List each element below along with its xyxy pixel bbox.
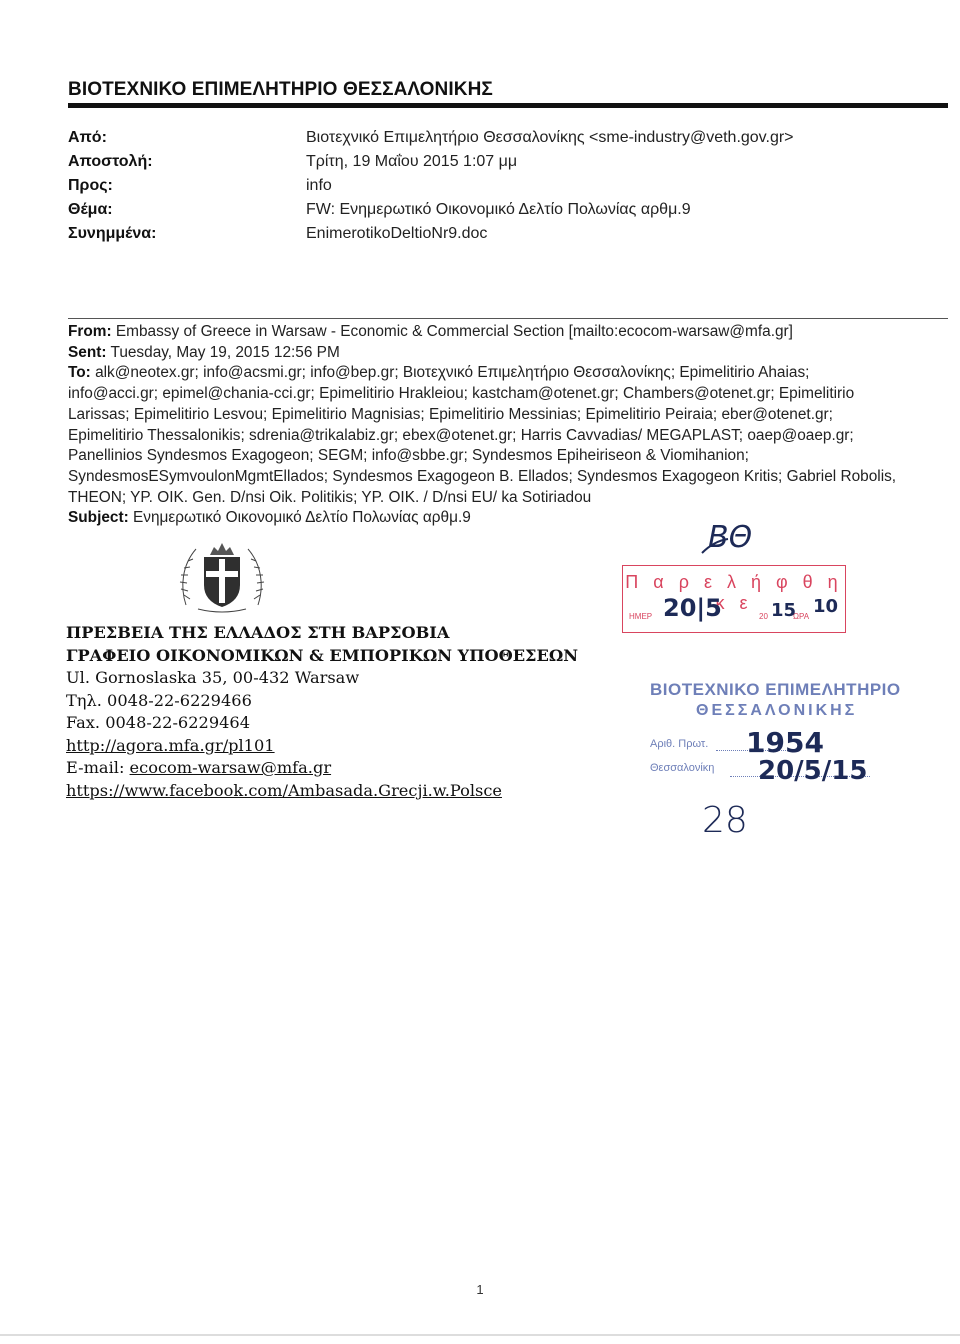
forwarded-to-line — [68, 363, 948, 384]
embassy-name: ΠΡΕΣΒΕΙΑ ΤΗΣ ΕΛΛΑΔΟΣ ΣΤΗ ΒΑΡΣΟΒΙΑ — [66, 623, 450, 642]
attachment-value: EnimerotikoDeltioNr9.doc — [306, 225, 488, 242]
embassy-facebook-link[interactable]: https://www.facebook.com/Ambasada.Grecji.w.Polsce — [66, 780, 502, 800]
forwarded-sent — [68, 343, 948, 364]
received-hour-label: ΩΡΑ — [793, 612, 810, 621]
registry-stamp — [650, 680, 901, 800]
attachment-label: Συνημμένα: — [68, 225, 157, 242]
registry-stamp-subtitle: ΘΕΣΣΑΛΟΝΙΚΗΣ — [696, 702, 858, 719]
registry-number-label: Αριθ. Πρωτ. — [650, 738, 709, 750]
forwarded-subject — [68, 508, 948, 529]
forwarded-from — [68, 322, 948, 343]
forwarded-from-value: Embassy of Greece in Warsaw - Economic & Commercial Section [mailto:ecocom-warsaw@mfa.gr] — [115, 323, 793, 340]
sent-label: Αποστολή: — [68, 153, 153, 170]
handwritten-note: 28 — [702, 800, 748, 841]
embassy-fax: Fax. 0048-22-6229464 — [66, 713, 251, 732]
handwritten-arrow-icon — [700, 535, 730, 555]
forwarded-to-line: SyndesmosESymvoulonMgmtEllados; Syndesmos Exagogeon B. Ellados; Syndesmos Exagogeon Kritis; Gabriel Robolis, — [68, 467, 897, 485]
received-day-label: ΗΜΕΡ — [629, 612, 653, 621]
received-stamp — [622, 565, 846, 633]
forwarded-to-recipients: alk@neotex.gr; info@acsmi.gr; info@bep.gr; Βιοτεχνικό Επιμελητήριο Θεσσαλονίκης; Epimelitirio Ahaias; — [95, 364, 810, 382]
embassy-email-link[interactable]: ecocom-warsaw@mfa.gr — [129, 758, 332, 777]
received-handwritten-date: 20|5 — [663, 594, 722, 622]
registry-handwritten-number: 1954 — [746, 726, 824, 759]
subject-value: FW: Ενημερωτικό Οικονομικό Δελτίο Πολωνίας αρθμ.9 — [306, 201, 691, 218]
embassy-website-link[interactable]: http://agora.mfa.gr/pl101 — [66, 735, 275, 755]
registry-city-label: Θεσσαλονίκη — [650, 762, 715, 774]
embassy-email-label: E-mail: — [66, 758, 130, 777]
forwarded-sent-label: Sent: — [68, 343, 107, 361]
forward-divider — [68, 318, 948, 319]
page-number: 1 — [476, 1282, 484, 1297]
forwarded-subject-value: Ενημερωτικό Οικονομικό Δελτίο Πολωνίας αρθμ.9 — [133, 509, 471, 527]
to-value: info — [306, 177, 332, 194]
to-label: Προς: — [68, 177, 113, 194]
forwarded-to-line: Epimelitirio Thessalonikis; sdrenia@trikalabiz.gr; ebex@otenet.gr; Harris Cavvadias/ MEGAPLAST; oaep@oaep.gr; — [68, 426, 854, 444]
forwarded-to-line: info@acci.gr; epimel@chania-cci.gr; Epimelitirio Hrakleiou; kastcham@otenet.gr; Chambers@otenet.gr; Epimelitirio — [68, 385, 855, 403]
handwritten-routing-mark: ΒΘ — [708, 520, 753, 555]
forwarded-from-label: From: — [68, 323, 112, 340]
received-year-label: 20 — [759, 612, 768, 621]
title-divider — [68, 103, 948, 108]
page-bottom-edge — [0, 1334, 960, 1336]
received-handwritten-year: 15 — [771, 600, 797, 621]
embassy-email-line — [66, 757, 578, 780]
received-handwritten-hour: 10 — [813, 596, 839, 617]
forwarded-sent-value: Tuesday, May 19, 2015 12:56 PM — [110, 343, 340, 361]
forwarded-to-line: Panellinios Syndesmos Exagogeon; SEGM; info@sbbe.gr; Syndesmos Epiheiriseon & Viomihanion; — [68, 447, 749, 465]
sent-value: Τρίτη, 19 Μαΐου 2015 1:07 μμ — [306, 153, 518, 170]
embassy-address: Ul. Gornoslaska 35, 00-432 Warsaw — [66, 668, 360, 687]
subject-label: Θέμα: — [68, 201, 113, 218]
forwarded-message-header — [68, 322, 948, 529]
embassy-office: ΓΡΑΦΕΙΟ ΟΙΚΟΝΟΜΙΚΩΝ & ΕΜΠΟΡΙΚΩΝ ΥΠΟΘΕΣΕΩΝ — [66, 645, 579, 665]
from-label: Από: — [68, 129, 107, 146]
forwarded-to-line: THEON; YP. OIK. Gen. D/nsi Oik. Politikis; YP. OIK. / D/nsi EU/ ka Sotiriadou — [68, 488, 592, 506]
forwarded-subject-label: Subject: — [68, 509, 129, 527]
document-title: ΒΙΟΤΕΧΝΙΚΟ ΕΠΙΜΕΛΗΤΗΡΙΟ ΘΕΣΣΑΛΟΝΙΚΗΣ — [68, 79, 493, 100]
from-value: Βιοτεχνικό Επιμελητήριο Θεσσαλονίκης <sme-industry@veth.gov.gr> — [306, 129, 794, 146]
embassy-signature — [66, 622, 578, 802]
greek-coat-of-arms-icon — [176, 535, 268, 615]
embassy-phone: Τηλ. 0048-22-6229466 — [66, 690, 252, 710]
registry-stamp-title: ΒΙΟΤΕΧΝΙΚΟ ΕΠΙΜΕΛΗΤΗΡΙΟ — [650, 680, 901, 699]
forwarded-to-label: To: — [68, 364, 91, 382]
received-stamp-word: Π α ρ ε λ ή φ θ η κ ε — [625, 572, 843, 613]
forwarded-to-line: Larissas; Epimelitirio Lesvou; Epimelitirio Magnisias; Epimelitirio Messinias; Epimelitirio Peiraia; eber@otenet.gr; — [68, 405, 833, 423]
registry-handwritten-date: 20/5/15 — [758, 756, 868, 786]
